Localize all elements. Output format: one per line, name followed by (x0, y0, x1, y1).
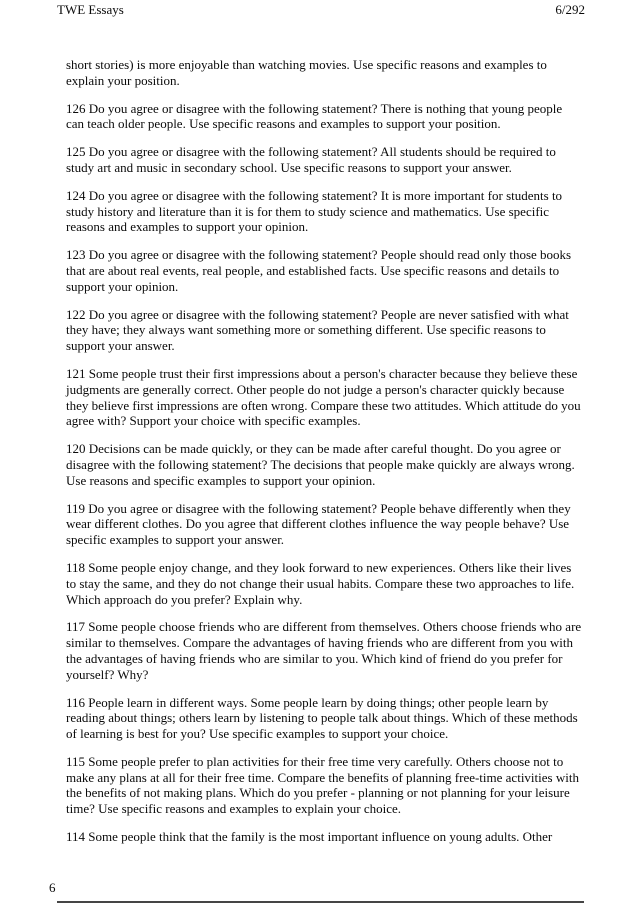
essay-number: 123 (66, 247, 89, 263)
essay-number: 126 (66, 100, 89, 116)
essay-paragraph (66, 695, 582, 742)
essay-number: 122 (66, 306, 89, 322)
essay-number: 119 (66, 500, 89, 516)
essay-text: Some people enjoy change, and they look forward to new experiences. Others like their lives to stay the same, and they do not change their usual habits. Compare these two approaches to life. Which approach do you prefer? Explain why. (66, 559, 575, 607)
footer-page-number: 6 (49, 880, 56, 895)
essay-paragraph (66, 247, 582, 294)
essay-text: Some people think that the family is the most important influence on young adults. Other (88, 829, 553, 845)
essay-paragraph (66, 560, 582, 607)
essay-paragraph (66, 501, 582, 548)
essay-paragraph (66, 829, 582, 845)
essay-paragraph (66, 619, 582, 682)
essay-paragraph (66, 144, 582, 176)
page-indicator: 6/292 (555, 2, 585, 17)
essay-paragraph (66, 754, 582, 817)
essay-paragraph (66, 366, 582, 429)
essay-number: 120 (66, 441, 89, 457)
essay-text: Some people trust their first impressions about a person's character because they believe these judgments are generally correct. Other people do not judge a person's character quickly because they believe first impressions are often wrong. Compare these two attitudes. Which attitude do you agree with? Support your choice with specific examples. (66, 365, 581, 429)
essay-text: Do you agree or disagree with the following statement? People behave differently when they wear different clothes. Do you agree that different clothes influence the way people behave? Use specific examples to support your answer. (66, 500, 571, 548)
page-footer (49, 880, 56, 896)
page-header (57, 2, 585, 18)
essay-text: People learn in different ways. Some people learn by doing things; other people learn by reading about things; others learn by listening to people talk about things. Which of these methods of learning is best for you? Use specific examples to support your choice. (66, 694, 578, 742)
essay-text: Do you agree or disagree with the following statement? It is more important for students to study history and literature than it is for them to study science and mathematics. Use specific reasons and examples to support your opinion. (66, 187, 563, 235)
essay-number: 124 (66, 187, 89, 203)
essay-number: 117 (66, 619, 89, 635)
essay-text: Do you agree or disagree with the following statement? People are never satisfied with what they have; they always want something more or something different. Use specific reasons to support your answer. (66, 306, 569, 354)
essay-number: 116 (66, 694, 89, 710)
essay-text: Do you agree or disagree with the following statement? All students should be required to study art and music in secondary school. Use specific reasons to support your answer. (66, 144, 556, 175)
essay-text: Do you agree or disagree with the following statement? People should read only those books that are about real events, real people, and established facts. Use specific reasons and details to support your opinion. (66, 247, 572, 294)
document-title: TWE Essays (57, 2, 124, 17)
essay-paragraph (66, 441, 582, 488)
essay-number: 125 (66, 144, 89, 160)
essay-text: short stories) is more enjoyable than watching movies. Use specific reasons and examples to explain your position. (66, 57, 547, 88)
essay-list (66, 57, 582, 857)
essay-text: Some people choose friends who are different from themselves. Others choose friends who are similar to themselves. Compare the advantages of having friends who are different from you with the advantages of having friends who are similar to you. Which kind of friend do you prefer for yourself? Why? (66, 619, 582, 682)
essay-number: 121 (66, 365, 89, 381)
essay-text: Some people prefer to plan activities for their free time very carefully. Others choose not to make any plans at all for their free time. Compare the benefits of planning free-time activities with the benefits of not making plans. Which do you prefer - planning or not planning for your leisure time? Use specific reasons and examples to explain your choice. (66, 753, 579, 817)
essay-number: 118 (66, 559, 89, 575)
essay-number: 114 (66, 829, 89, 845)
essay-number: 115 (66, 753, 89, 769)
essay-text: Do you agree or disagree with the following statement? There is nothing that young people can teach older people. Use specific reasons and examples to support your position. (66, 100, 563, 132)
essay-paragraph (66, 188, 582, 235)
essay-paragraph (66, 101, 582, 133)
essay-paragraph (66, 57, 582, 89)
essay-paragraph (66, 307, 582, 354)
essay-text: Decisions can be made quickly, or they can be made after careful thought. Do you agree or disagree with the following statement? The decisions that people make quickly are always wrong. Use reasons and specific examples to support your opinion. (66, 441, 575, 488)
